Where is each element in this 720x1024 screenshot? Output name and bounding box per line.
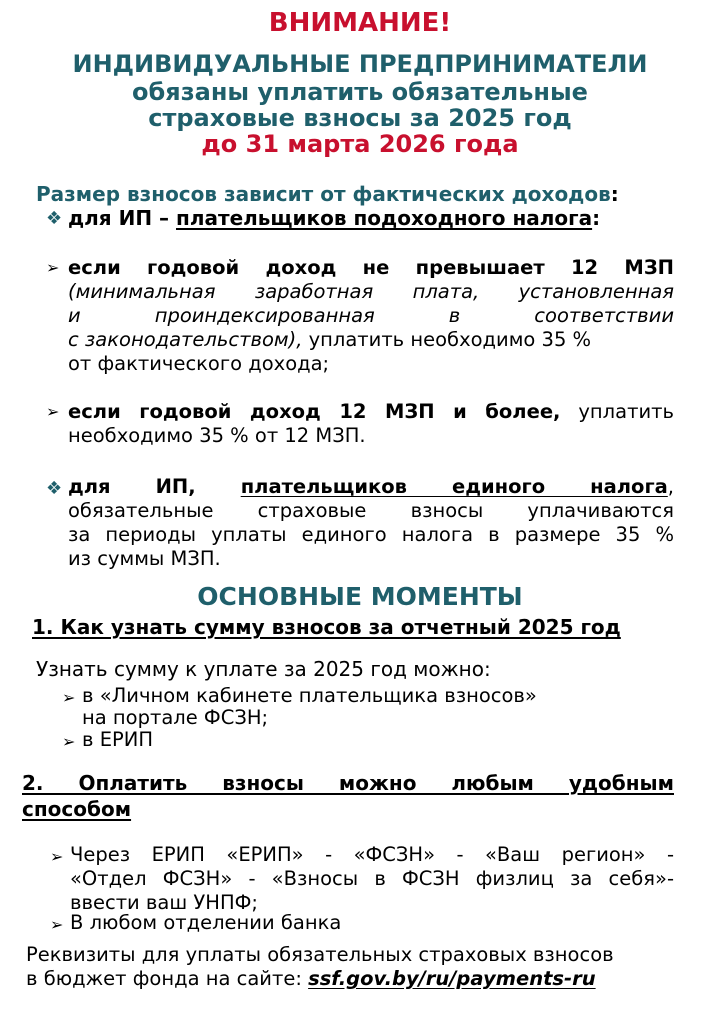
list-item: если годовой доход 12 МЗП и более, уплатить необходимо 35 % от 12 МЗП. — [68, 400, 674, 447]
deadline-text: до 31 марта 2026 года — [201, 130, 519, 158]
footer-requisites: Реквизиты для уплаты обязательных страховых взносов в бюджет фонда на сайте: ssf.gov.by/ru/payments-ru — [26, 943, 614, 990]
attention-heading: ВНИМАНИЕ! — [268, 8, 452, 38]
arrow-bullet-icon: ➢ — [46, 258, 60, 277]
list-item: Через ЕРИП «ЕРИП» - «ФСЗН» - «Ваш регион» - «Отдел ФСЗН» - «Взносы в ФСЗН физлиц за себя»- ввести ваш УНПФ; — [70, 843, 674, 914]
arrow-bullet-icon: ➢ — [46, 402, 60, 421]
header-line1: ИНДИВИДУАЛЬНЫЕ ПРЕДПРИНИМАТЕЛИ — [72, 50, 648, 78]
point1-lead: Узнать сумму к уплате за 2025 год можно: — [36, 657, 491, 681]
list-item: в ЕРИП — [82, 728, 154, 751]
point2-heading: 2. Оплатить взносы можно любым удобным способом — [22, 771, 674, 821]
payments-link[interactable]: ssf.gov.by/ru/payments-ru — [308, 967, 596, 990]
intro-heading: Размер взносов зависит от фактических доходов: — [36, 182, 619, 206]
header-line3: страховые взносы за 2025 год — [148, 104, 572, 132]
main-points-title: ОСНОВНЫЕ МОМЕНТЫ — [197, 582, 523, 611]
arrow-bullet-icon: ➢ — [50, 915, 64, 934]
header-line2: обязаны уплатить обязательные — [132, 78, 588, 106]
arrow-bullet-icon: ➢ — [62, 732, 76, 751]
diamond-bullet-icon: ❖ — [46, 478, 63, 499]
arrow-bullet-icon: ➢ — [50, 847, 64, 866]
income-tax-heading: для ИП – плательщиков подоходного налога: — [68, 206, 601, 230]
list-item: если годовой доход не превышает 12 МЗП (минимальная заработная плата, установленная и проиндексированная в соответствии с законодательством), уплатить необходимо 35 % от фактического дохода; — [68, 256, 674, 375]
list-item: в «Личном кабинете плательщика взносов» на портале ФСЗН; — [82, 684, 537, 729]
single-tax-block: для ИП, плательщиков единого налога, обязательные страховые взносы уплачиваются за периоды уплаты единого налога в размере 35 % из суммы МЗП. — [68, 475, 674, 570]
point1-heading: 1. Как узнать сумму взносов за отчетный 2025 год — [32, 615, 621, 639]
arrow-bullet-icon: ➢ — [62, 688, 76, 707]
list-item: В любом отделении банка — [70, 911, 342, 934]
diamond-bullet-icon: ❖ — [46, 208, 63, 229]
